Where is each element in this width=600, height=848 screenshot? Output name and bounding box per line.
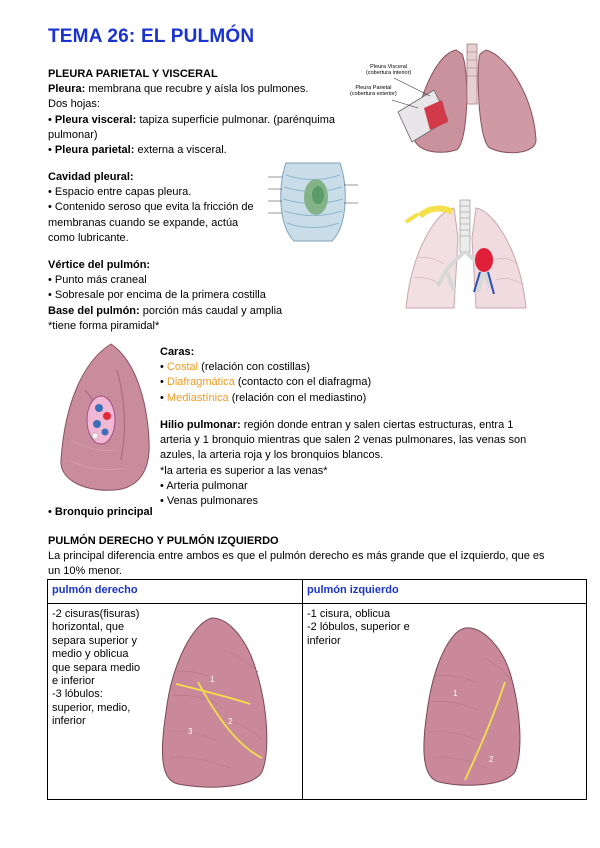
pleura-parietal-label: Pleura Parietal (cobertura exterior): [350, 85, 397, 97]
pleura-visceral-item: • Pleura visceral: tapiza superficie pulmonar. (parénquima pulmonar): [48, 113, 335, 141]
cara-costal: • Costal (relación con costillas): [160, 361, 310, 374]
left-lung-text: -1 cisura, oblicua -2 lóbulos, superior e inferior: [307, 608, 410, 647]
comparison-section: [48, 534, 558, 580]
lobe-label: 2: [228, 717, 233, 726]
cara-mediastinica: • Mediastínica (relación con el mediastino): [160, 391, 367, 404]
vertice-heading: Vértice del pulmón:: [48, 259, 151, 271]
cavidad-item: • Espacio entre capas pleura.: [48, 186, 192, 199]
base-definition: Base del pulmón: porción más caudal y amplia: [48, 304, 283, 317]
cavidad-item: • Contenido seroso que evita la fricción de membranas cuando se expande, actúa como lubricante.: [48, 201, 254, 244]
lobe-label: 1: [210, 675, 215, 684]
hilio-item: • Arteria pulmonar: [160, 479, 248, 492]
pleura-heading: PLEURA PARIETAL Y VISCERAL: [48, 68, 218, 80]
pleura-section: [48, 67, 348, 158]
vertice-section: [48, 258, 348, 334]
vertice-item: • Punto más craneal: [48, 274, 147, 287]
hilio-item: • Venas pulmonares: [160, 495, 259, 508]
vertice-note: *tiene forma piramidal*: [48, 319, 160, 332]
table-header-right: pulmón derecho: [48, 580, 303, 604]
pleura-lungs-figure: [338, 42, 550, 162]
trachea-lungs-figure: [398, 198, 533, 320]
dos-hojas: Dos hojas:: [48, 98, 100, 111]
lobe-label: 3: [188, 727, 193, 736]
caras-section: [160, 345, 460, 406]
right-lung-text: -2 cisuras(fisuras) horizontal, que separa superior y medio y oblicua que separa medio e inferior -3 lóbulos: superior, medio, inferior: [52, 608, 141, 728]
cavidad-section: [48, 170, 263, 246]
comparison-heading: PULMÓN DERECHO Y PULMÓN IZQUIERDO: [48, 535, 279, 547]
cavidad-heading: Cavidad pleural:: [48, 171, 134, 183]
pleura-visceral-label: Pleura Visceral (cobertura interior): [366, 64, 412, 76]
lobe-label: 2: [489, 755, 494, 764]
hilio-note: *la arteria es superior a las venas*: [160, 464, 328, 477]
comparison-intro: La principal diferencia entre ambos es que el pulmón derecho es más grande que el izquierdo, que es un 10% menor.: [48, 550, 545, 578]
pleura-definition: Pleura: membrana que recubre y aísla los pulmones.: [48, 83, 309, 96]
hilio-definition: Hilio pulmonar: región donde entran y salen ciertas estructuras, entra 1 arteria y 1 bronquio mientras que salen 2 venas pulmonares, las venas son azules, la arteria roja y los bronquios blancos.: [160, 419, 527, 462]
thorax-figure: [268, 155, 358, 250]
table-header-left: pulmón izquierdo: [303, 580, 587, 604]
pleura-parietal-item: • Pleura parietal: externa a visceral.: [48, 144, 227, 157]
caras-heading: Caras:: [160, 346, 195, 358]
hilio-section: [160, 418, 538, 509]
lobe-label: 1: [453, 689, 458, 698]
hilio-figure: [55, 340, 155, 500]
page-title: TEMA 26: EL PULMÓN: [48, 26, 255, 47]
vertice-item: • Sobresale por encima de la primera costilla: [48, 289, 266, 302]
right-lung-figure: [150, 612, 274, 790]
cara-diafragmatica: • Diafragmática (contacto con el diafragma): [160, 376, 372, 389]
left-lung-figure: [415, 622, 527, 788]
hilio-item-bronquio: • Bronquio principal: [48, 506, 153, 518]
